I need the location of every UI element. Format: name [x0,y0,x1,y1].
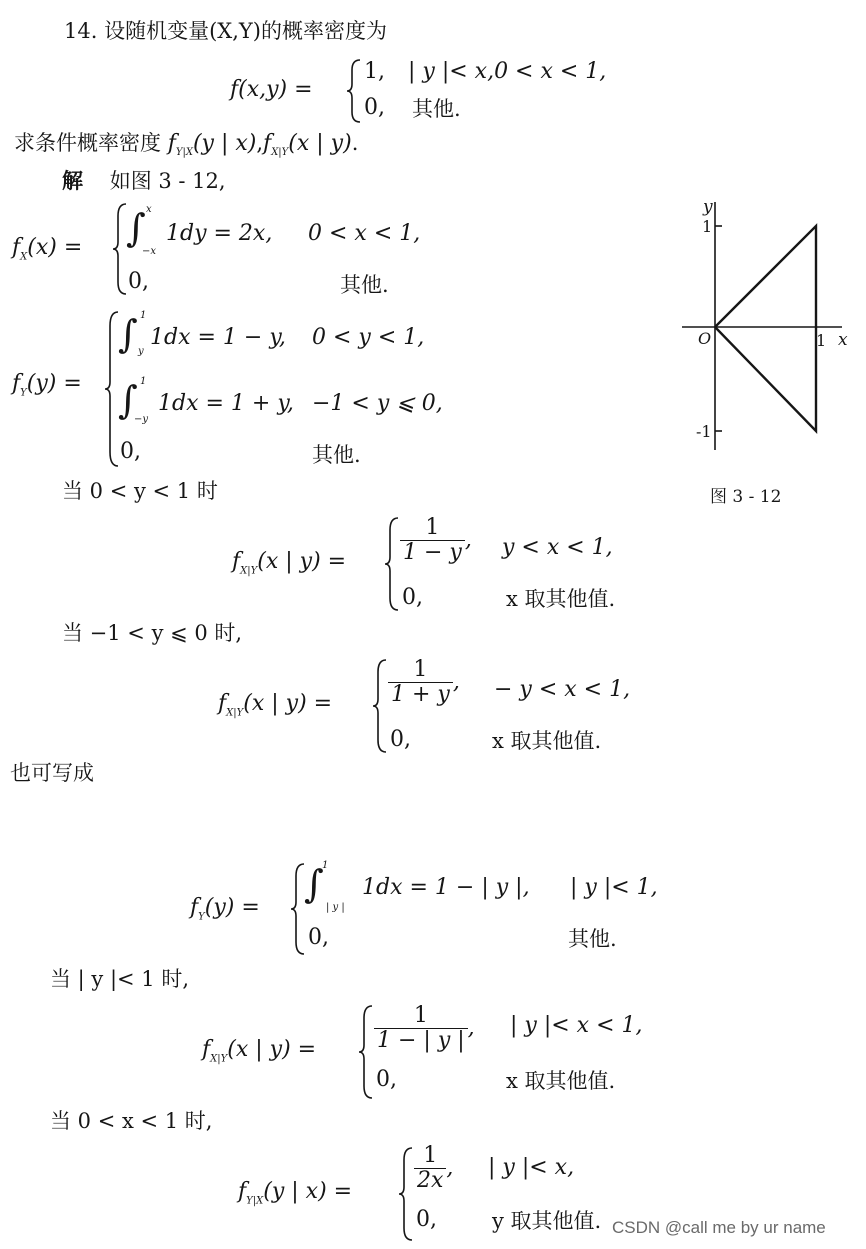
tick-y-bottom-label: -1 [696,422,712,441]
fy-alt-integral-sign: ∫ [304,862,324,906]
case-c-val2: 0, [376,1067,397,1092]
case-d-lhs: $f_{Y|X}(y$ | x) = [238,1179,353,1207]
x-axis-label: x [838,330,848,350]
fy-c1-expr: 1dx = 1 − y, [150,325,286,350]
fx-case2-value: 0, [128,269,149,294]
case-d-cond2: y 取其他值. [492,1209,602,1233]
figure-3-12 [670,190,860,510]
fy-c2-upper: 1 [140,376,147,387]
case-b-num: 1 [388,658,453,683]
tick-y-top-label: 1 [702,217,713,236]
fy-c3-value: 0, [120,439,141,464]
fy-alt-cond2: 其他. [568,927,617,951]
fy-alt-lhs: $f_Y(y)$ = [190,895,260,923]
case-a-fraction: $\frac{1}{1 - y}$ , [400,516,472,565]
case-d-cond1: | y |< x, [488,1155,575,1180]
case-c-intro: 当 | y |< 1 时, [50,967,190,991]
fx-integral-sign: ∫ [126,206,146,250]
figure-caption: 图 3 - 12 [710,487,782,507]
fy-c2-expr: 1dx = 1 + y, [158,391,294,416]
fx-case1-expr: 1dy = 2x, [166,221,273,246]
case-a-den: 1 − y [403,540,462,565]
case-c-den: 1 − | y | [377,1028,465,1053]
question-text: 求条件概率密度 $f_{Y|X}(y$ | $x),f_{X|Y}(x$ | y). [14,131,359,159]
fy-c2-lower: −y [134,414,149,425]
case-d-fraction: $\frac{1}{2x}$ , [414,1144,453,1193]
fy-alt-cond1: | y |< 1, [570,875,658,900]
solution-label: 解 [62,168,83,193]
fy-c1-upper: 1 [140,310,147,321]
density-case1-cond: | y |< x,0 < x < 1, [408,59,607,84]
density-case2-cond: 其他. [412,97,461,121]
question-prefix: 求条件概率密度 [14,131,168,155]
problem-number: 14. [64,19,98,43]
origin-label: O [698,329,712,348]
case-b-den: 1 + y [391,682,450,707]
density-case2-value: 0, [364,95,385,120]
fy-alt-lower: | y | [326,902,345,913]
fy-c2-cond: −1 < y ⩽ 0, [312,391,443,416]
problem-header [64,18,387,44]
fx-lhs: $f_X(x)$ = [12,235,83,263]
fy-lhs: $f_Y(y)$ = [12,371,82,399]
case-b-intro: 当 −1 < y ⩽ 0 时, [62,621,243,645]
fx-case1-cond: 0 < x < 1, [308,221,421,246]
fy-c3-cond: 其他. [312,443,361,467]
case-a-val2: 0, [402,585,423,610]
case-c-fraction: $\frac{1}{1 - | y |}$ , [374,1004,475,1053]
case-d-val2: 0, [416,1207,437,1232]
fy-c1-integral-sign: ∫ [118,312,138,356]
case-d-num: 1 [414,1144,446,1169]
fy-c1-lower: y [138,346,144,357]
case-b-cond2: x 取其他值. [492,729,602,753]
fy-alt-expr: 1dx = 1 − | y |, [362,875,530,900]
fx-integral-upper: x [146,204,152,215]
watermark: CSDN @call me by ur name [612,1218,826,1237]
case-a-intro: 当 0 < y < 1 时 [62,479,218,503]
case-a-cond1: y < x < 1, [502,535,613,560]
fy-c1-cond: 0 < y < 1, [312,325,425,350]
fx-integral-lower: −x [142,246,157,257]
case-a-cond2: x 取其他值. [506,587,616,611]
density-brace [346,58,364,124]
case-d-den: 2x [417,1168,444,1193]
case-a-lhs: $f_{X|Y}(x$ | y) = [232,549,347,577]
fy-c2-integral-sign: ∫ [118,378,138,422]
fy-alt-val2: 0, [308,925,329,950]
tick-x-label: 1 [816,331,827,350]
case-c-cond1: | y |< x < 1, [510,1013,643,1038]
case-b-lhs: $f_{X|Y}(x$ | y) = [218,691,333,719]
case-a-num: 1 [400,516,465,541]
solution-intro [62,168,226,194]
problem-statement: 设随机变量(X,Y)的概率密度为 [104,19,387,43]
alt-intro: 也可写成 [10,761,94,785]
case-b-cond1: − y < x < 1, [494,677,631,702]
y-axis-label: y [703,197,713,217]
solution-intro-text: 如图 3 - 12, [109,169,226,193]
case-c-cond2: x 取其他值. [506,1069,616,1093]
fx-case2-cond: 其他. [340,273,389,297]
density-case1-value: 1, [364,59,385,84]
case-b-fraction: $\frac{1}{1 + y}$ , [388,658,460,707]
case-b-val2: 0, [390,727,411,752]
case-d-intro: 当 0 < x < 1 时, [50,1109,213,1133]
case-c-num: 1 [374,1004,468,1029]
case-c-lhs: $f_{X|Y}(x$ | y) = [202,1037,317,1065]
density-lhs: f(x,y) = [230,77,313,102]
triangle-region [715,226,816,431]
fy-alt-upper: 1 [322,860,329,871]
